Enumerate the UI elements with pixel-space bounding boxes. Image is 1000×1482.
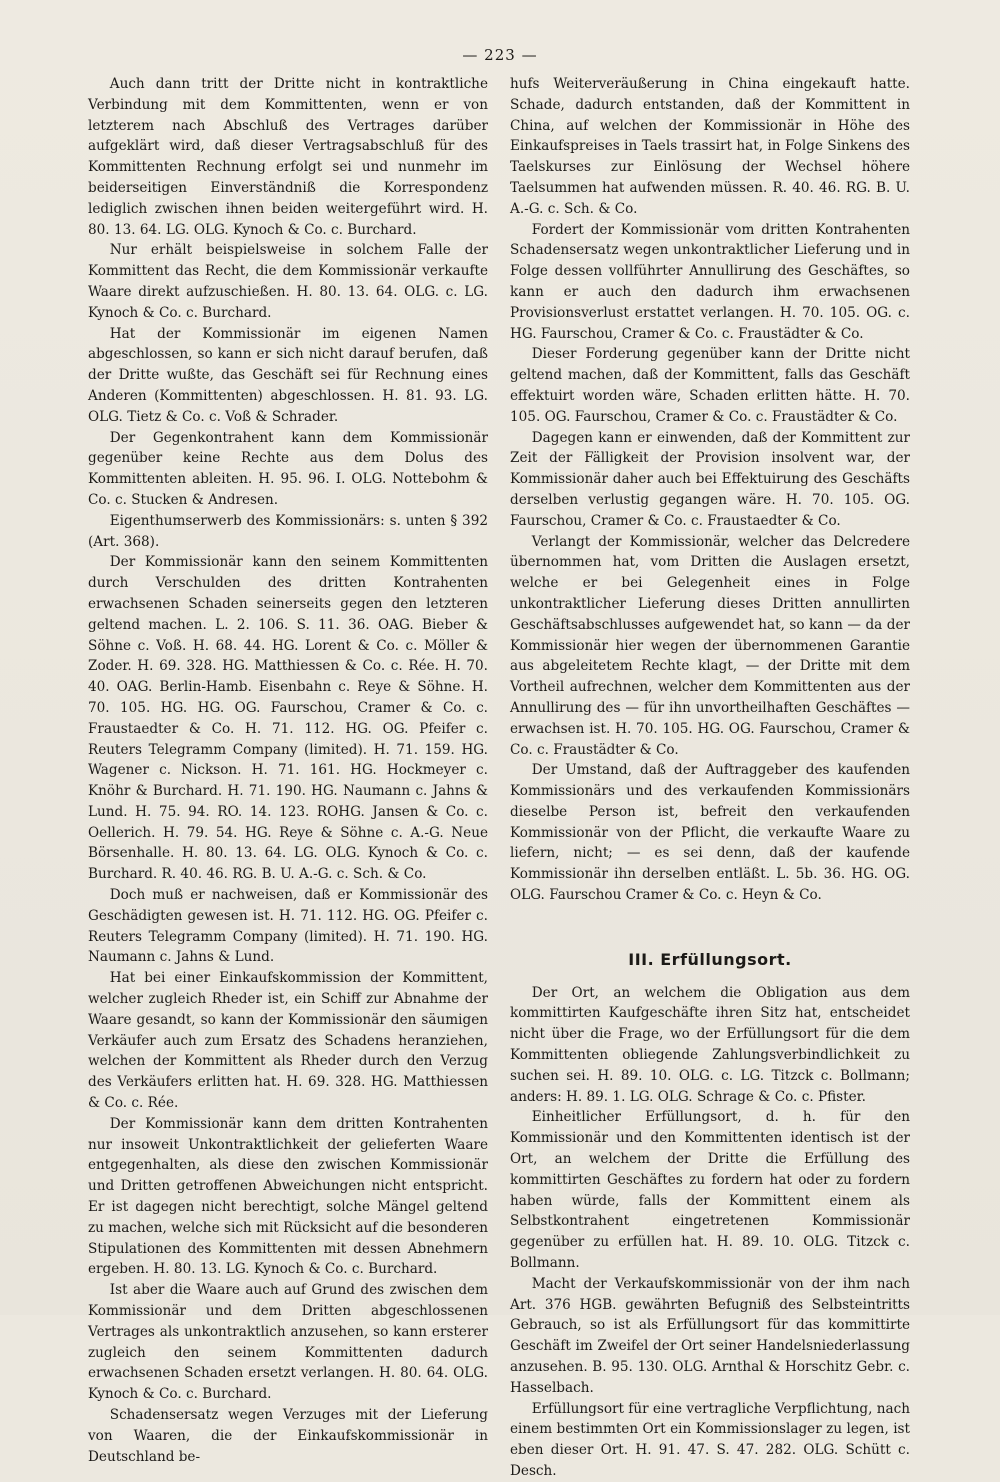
paragraph: Doch muß er nachweisen, daß er Kommissionär des Geschädigten gewesen ist. H. 71. 112. HG. OG. Pfeifer c. Reuters Telegramm Company (limited). H. 71. 190. HG. Naumann c. Jahns & Lund. [88,887,488,966]
paragraph: Macht der Verkaufskommissionär von der ihm nach Art. 376 HGB. gewährten Befugniß des Selbsteintritts Gebrauch, so ist als Erfüllungsort für das kommittirte Geschäft im Zweifel der Ort seiner Handelsniederlassung anzusehen. B. 95. 130. OLG. Arnthal & Horschitz Gebr. c. Hasselbach. [510,1275,910,1396]
left-column [88,74,488,1467]
paragraph: Der Umstand, daß der Auftraggeber des kaufenden Kommissionärs und des verkaufenden Kommissionärs dieselbe Person ist, befreit den verkaufenden Kommissionär von der Pflicht, die verkaufte Waare zu liefern, nicht; — es sei denn, daß der kaufende Kommissionär ihn derselben entläßt. L. 5b. 36. HG. OG. OLG. Faurschou Cramer & Co. c. Heyn & Co. [510,762,910,904]
paragraph: Verlangt der Kommissionär, welcher das Delcredere übernommen hat, vom Dritten die Auslagen ersetzt, welche er bei Gelegenheit eines in Folge unkontraktlicher Lieferung dieses Dritten annullirten Geschäftsabschlusses aufgewendet hat, so kann — da der Kommissionär hier wegen der übernommenen Garantie aus abgeleitetem Rechte klagt, — der Dritte mit dem Vortheil aufrechnen, welcher dem Kommittenten aus der Annullirung des — für ihn unvortheilhaften Geschäftes — erwachsen ist. H. 70. 105. HG. OG. Faurschou, Cramer & Co. c. Fraustädter & Co. [510,533,910,758]
paragraph: Einheitlicher Erfüllungsort, d. h. für den Kommissionär und den Kommittenten identisch ist der Ort, an welchem der Dritte die Erfüllung des kommittirten Geschäftes zu fordern hat oder zu fordern haben würde, falls der Kommittent einem als Selbstkontrahent eingetretenen Kommissionär gegenüber zu erfüllen hat. H. 89. 10. OLG. Titzck c. Bollmann. [510,1109,910,1272]
paragraph: Schadensersatz wegen Verzuges mit der Lieferung von Waaren, die der Einkaufskommissionär in Deutschland be- [88,1407,488,1465]
section-heading: III. Erfüllungsort. [628,949,792,969]
paragraph: Hat bei einer Einkaufskommission der Kommittent, welcher zugleich Rheder ist, ein Schiff zur Abnahme der Waare gesandt, so kann der Kommissionär den säumigen Verkäufer auch zum Ersatz des Schadens heranziehen, welchen der Kommittent als Rheder durch den Verzug des Verkäufers erlitten hat. H. 69. 328. HG. Matthiessen & Co. c. Rée. [88,970,488,1112]
paragraph: Hat der Kommissionär im eigenen Namen abgeschlossen, so kann er sich nicht darauf berufen, daß der Dritte wußte, das Geschäft sei für Rechnung eines Anderen (Kommittenten) abgeschlossen. H. 81. 93. LG. OLG. Tietz & Co. c. Voß & Schrader. [88,325,488,425]
paragraph: Dagegen kann er einwenden, daß der Kommittent zur Zeit der Fälligkeit der Provision insolvent war, der Kommissionär daher auch bei Effektuirung des Geschäfts derselben verlustig gegangen wäre. H. 70. 105. OG. Faurschou, Cramer & Co. c. Fraustaedter & Co. [510,429,910,529]
paragraph: Nur erhält beispielsweise in solchem Falle der Kommittent das Recht, die dem Kommissionär verkaufte Waare direkt aufzuschießen. H. 80. 13. 64. OLG. c. LG. Kynoch & Co. c. Burchard. [88,242,488,321]
right-column [510,74,910,1482]
paragraph: Ist aber die Waare auch auf Grund des zwischen dem Kommissionär und dem Dritten abgeschlossenen Vertrages als unkontraktlich anzusehen, so kann ersterer zugleich den seinem Kommittenten dadurch erwachsenen Schaden ersetzt verlangen. H. 80. 64. OLG. Kynoch & Co. c. Burchard. [88,1282,488,1403]
paragraph: Auch dann tritt der Dritte nicht in kontraktliche Verbindung mit dem Kommittenten, wenn er von letzterem nach Abschluß des Vertrages darüber aufgeklärt wird, daß dieser Vertragsabschluß für des Kommittenten Rechnung erfolgt sei und nunmehr im beiderseitigen Einverständniß die Korrespondenz lediglich zwischen ihnen beiden weitergeführt wird. H. 80. 13. 64. LG. OLG. Kynoch & Co. c. Burchard. [88,76,488,238]
paragraph: Der Kommissionär kann dem dritten Kontrahenten nur insoweit Unkontraktlichkeit der gelieferten Waare entgegenhalten, als diese den zwischen Kommissionär und Dritten getroffenen Abweichungen nicht entspricht. Er ist dagegen nicht berechtigt, solche Mängel geltend zu machen, welche sich mit Rücksicht auf die besonderen Stipulationen des Kommittenten mit dessen Abnehmern ergeben. H. 80. 13. LG. Kynoch & Co. c. Burchard. [88,1115,488,1278]
paragraph: Der Ort, an welchem die Obligation aus dem kommittirten Kaufgeschäfte ihren Sitz hat, entscheidet nicht über die Frage, wo der Erfüllungsort für die dem Kommittenten obliegende Zahlungsverbindlichkeit zu suchen sei. H. 89. 10. OLG. c. LG. Titzck c. Bollmann; anders: H. 89. 1. LG. OLG. Schrage & Co. c. Pfister. [510,984,910,1105]
paragraph: Der Kommissionär kann den seinem Kommittenten durch Verschulden des dritten Kontrahenten erwachsenen Schaden seinerseits gegen den letzteren geltend machen. L. 2. 106. S. 11. 36. OAG. Bieber & Söhne c. Voß. H. 68. 44. HG. Lorent & Co. c. Möller & Zoder. H. 69. 328. HG. Matthiessen & Co. c. Rée. H. 70. 40. OAG. Berlin-Hamb. Eisenbahn c. Reye & Söhne. H. 70. 105. HG. HG. OG. Faurschou, Cramer & Co. c. Fraustaedter & Co. H. 71. 112. HG. OG. Pfeifer c. Reuters Telegramm Company (limited). H. 71. 159. HG. Wagener c. Nickson. H. 71. 161. HG. Hockmeyer c. Knöhr & Burchard. H. 71. 190. HG. Naumann c. Jahns & Lund. H. 75. 94. RO. 14. 123. ROHG. Jansen & Co. c. Oellerich. H. 79. 54. HG. Reye & Söhne c. A.-G. Neue Börsenhalle. H. 80. 13. 64. LG. OLG. Kynoch & Co. c. Burchard. R. 40. 46. RG. B. U. A.-G. c. Sch. & Co. [88,554,488,883]
paragraph: Eigenthumserwerb des Kommissionärs: s. unten § 392 (Art. 368). [88,512,488,550]
paragraph: Der Gegenkontrahent kann dem Kommissionär gegenüber keine Rechte aus dem Dolus des Kommittenten ableiten. H. 95. 96. I. OLG. Nottebohm & Co. c. Stucken & Andresen. [88,429,488,508]
paragraph: Dieser Forderung gegenüber kann der Dritte nicht geltend machen, daß der Kommittent, falls das Geschäft effektuirt worden wäre, Schaden erlitten hätte. H. 70. 105. OG. Faurschou, Cramer & Co. c. Fraustädter & Co. [510,346,910,425]
paragraph: hufs Weiterveräußerung in China eingekauft hatte. Schade, dadurch entstanden, daß der Kommittent in China, auf welchen der Kommissionär in Höhe des Einkaufspreises in Taels trassirt hat, in Folge Sinkens des Taelskurses zur Einlösung der Wechsel höhere Taelsummen hat aufwenden müssen. R. 40. 46. RG. B. U. A.-G. c. Sch. & Co. [510,76,910,217]
paragraph: Fordert der Kommissionär vom dritten Kontrahenten Schadensersatz wegen unkontraktlicher Lieferung und in Folge dessen vollführter Annullirung des Geschäftes, so kann er auch den dadurch ihm erwachsenen Provisionsverlust erstattet verlangen. H. 70. 105. OG. c. HG. Faurschou, Cramer & Co. c. Fraustädter & Co. [510,221,910,342]
page-number: — 223 — [462,46,538,64]
paragraph: Erfüllungsort für eine vertragliche Verpflichtung, nach einem bestimmten Ort ein Kommissionslager zu legen, ist eben dieser Ort. H. 91. 47. S. 47. 282. OLG. Schütt c. Desch. [510,1400,910,1479]
